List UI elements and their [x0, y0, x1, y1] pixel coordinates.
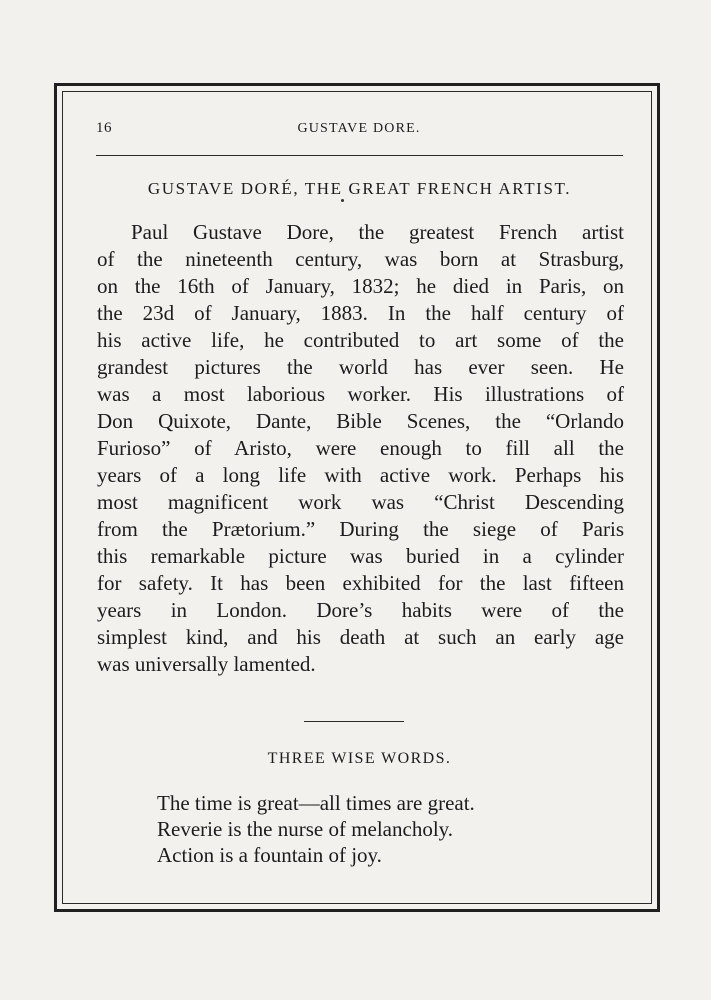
body-line: Furioso” of Aristo, were enough to fill all the	[97, 436, 624, 460]
article-title	[96, 179, 623, 199]
body-line: years in London. Dore’s habits were of the	[97, 598, 624, 622]
body-line: on the 16th of January, 1832; he died in Paris, on	[97, 274, 624, 298]
body-line: for safety. It has been exhibited for the last fifteen	[97, 571, 624, 595]
body-line: grandest pictures the world has ever seen. He	[97, 355, 624, 379]
body-line: his active life, he contributed to art some of the	[97, 328, 624, 352]
body-line: this remarkable picture was buried in a cylinder	[97, 544, 624, 568]
verse-line: Reverie is the nurse of melancholy.	[157, 817, 454, 841]
body-line: years of a long life with active work. Perhaps his	[97, 463, 624, 487]
article-title-text: GUSTAVE DORÉ, THE GREAT FRENCH ARTIST.	[147, 179, 572, 198]
body-line: Don Quixote, Dante, Bible Scenes, the “Orlando	[97, 409, 624, 433]
body-line: simplest kind, and his death at such an early age	[97, 625, 624, 649]
article-body	[97, 219, 624, 678]
verse-block	[157, 790, 597, 868]
section-divider	[304, 721, 404, 722]
body-line: from the Prætorium.” During the siege of Paris	[97, 517, 624, 541]
running-title: GUSTAVE DORE.	[297, 121, 421, 136]
body-line: Paul Gustave Dore, the greatest French artist	[131, 220, 624, 244]
verse-line: The time is great—all times are great.	[157, 791, 475, 815]
verse-line: Action is a fountain of joy.	[157, 843, 382, 867]
header-rule	[96, 155, 623, 156]
section-title: THREE WISE WORDS.	[267, 750, 452, 767]
page-number: 16	[96, 120, 112, 136]
body-line: was a most laborious worker. His illustrations of	[97, 382, 624, 406]
body-line: most magnificent work was “Christ Descending	[97, 490, 624, 514]
body-line: of the nineteenth century, was born at Strasburg,	[97, 247, 624, 271]
running-head	[96, 120, 622, 142]
body-line: the 23d of January, 1883. In the half century of	[97, 301, 624, 325]
body-line: was universally lamented.	[97, 652, 316, 676]
ink-dot	[341, 199, 344, 202]
